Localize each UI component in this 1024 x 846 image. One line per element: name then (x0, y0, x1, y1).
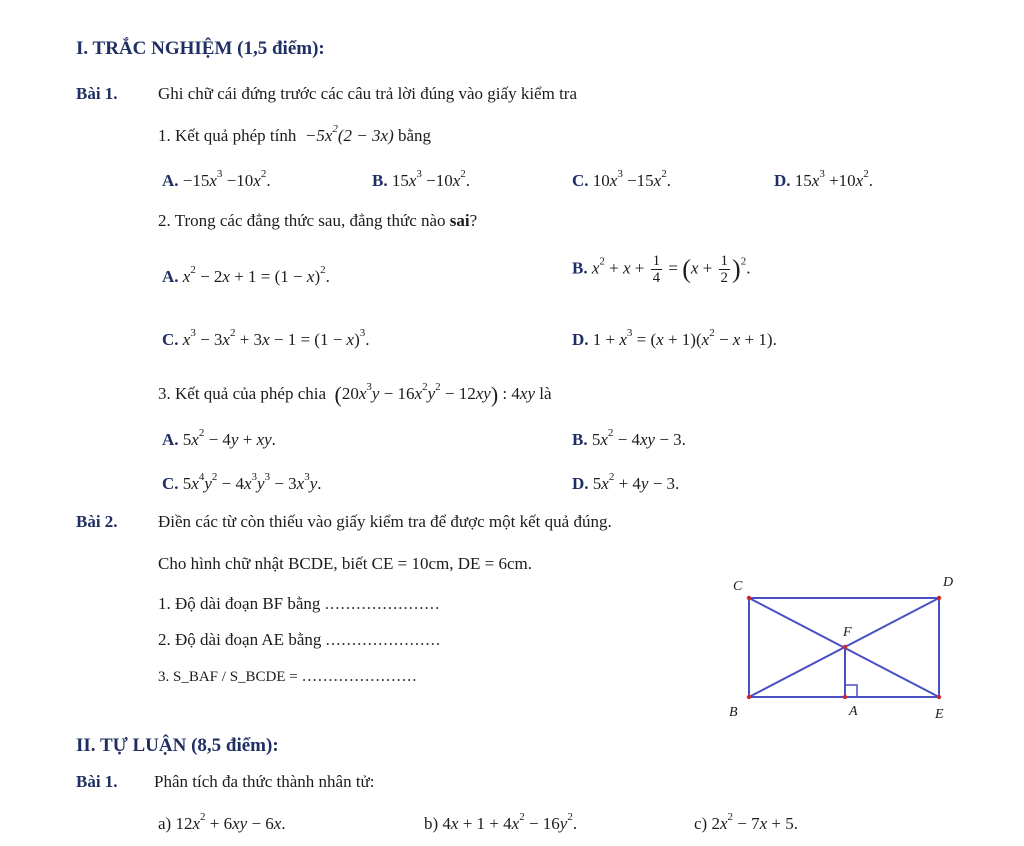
point-f (843, 645, 847, 649)
q3-question (158, 382, 552, 408)
s2-item-c: c) $2x^2 - 7x + 5$. (694, 811, 798, 833)
q1-option-a: A. $-15x^3 -10x^2$. (162, 168, 271, 190)
point-c (747, 596, 751, 600)
section2-heading: II. TỰ LUẬN (8,5 điểm): (76, 735, 279, 756)
point-a (843, 695, 847, 699)
q2-bold-word: sai (449, 211, 470, 230)
label-e: E (935, 707, 944, 722)
q3-text: 3. Kết quả của phép chia (158, 383, 327, 403)
label-b: B (729, 705, 738, 720)
point-e (937, 695, 941, 699)
segment-bf (749, 647, 845, 697)
bai2-item-3: 3. S_BAF / S_BCDE = ...................... (158, 666, 418, 685)
point-b (747, 695, 751, 699)
q3-expr: $(20x^3y - 16x^2y^2 - 12xy)$ : 4xy (334, 380, 535, 407)
point-d (937, 596, 941, 600)
label-f: F (843, 625, 852, 640)
bai2-given: Cho hình chữ nhật BCDE, biết CE = 10cm, DE = 6cm. (158, 554, 533, 573)
q1-option-c: C. $10x^3 -15x^2$. (572, 168, 671, 190)
q1-option-d: D. $15x^3 +10x^2$. (774, 168, 873, 190)
bai2-item-2: 2. Độ dài đoạn AE bằng ...................... (158, 630, 442, 649)
q3-option-b: B. $5x^2 - 4xy - 3$. (572, 427, 686, 449)
q2-option-b: B. $x^2 + x$ + $\frac{1}{4}$ = (x + $\frac{1}{2}$ )$^2$. (572, 253, 751, 286)
bai2-item-3-text: 3. S_BAF / S_BCDE = (158, 669, 298, 685)
q2-option-d: D. $1 + x^3 = (x + 1)(x^2 - x + 1)$. (572, 327, 777, 349)
q3-option-c: C. $5x^4y^2 - 4x^3y^3 - 3x^3y$. (162, 471, 322, 493)
s2-bai1-label: Bài 1. (76, 772, 118, 791)
s2-item-a: a) $12x^2 + 6xy - 6x$. (158, 811, 286, 833)
q1-question (158, 123, 432, 146)
q1-option-b: B. $15x^3 -10x^2$. (372, 168, 471, 190)
bai2-instruction: Điền các từ còn thiếu vào giấy kiểm tra để được một kết quả đúng. (158, 512, 612, 531)
bai1-label: Bài 1. (76, 84, 118, 103)
s2-item-b: b) $4x + 1 + 4x^2 - 16y^2$. (424, 811, 578, 833)
q2-question: 2. Trong các đẳng thức sau, đẳng thức nào sai? (158, 211, 478, 230)
q1-text: 1. Kết quả phép tính (158, 126, 297, 145)
bai2-label: Bài 2. (76, 512, 118, 531)
q2-option-a: A. $x^2 - 2x + 1 = (1 - x)^2$. (162, 264, 330, 286)
section1-heading: I. TRẮC NGHIỆM (1,5 điểm): (76, 38, 325, 59)
q1-expr: $-5x^2(2 - 3x)$ (300, 123, 394, 145)
s2-bai1-instruction: Phân tích đa thức thành nhân tử: (154, 772, 375, 791)
q3-suffix: là (539, 383, 552, 403)
bai2-item-1: 1. Độ dài đoạn BF bằng ...................... (158, 594, 441, 613)
label-c: C (733, 579, 743, 594)
q3-option-d: D. $5x^2 + 4y - 3$. (572, 471, 680, 493)
label-a: A (849, 704, 858, 719)
rectangle-figure (725, 572, 965, 722)
q3-option-a: A. $5x^2 - 4y$ + xy. (162, 427, 276, 449)
q2-text: 2. Trong các đẳng thức sau, đẳng thức nào (158, 211, 446, 230)
label-d: D (943, 575, 954, 590)
bai1-instruction: Ghi chữ cái đứng trước các câu trả lời đúng vào giấy kiểm tra (158, 84, 577, 103)
right-angle-mark (845, 685, 857, 697)
q2-option-c: C. $x^3 - 3x^2 + 3x - 1 = (1 - x)^3$. (162, 327, 370, 349)
q1-suffix: bằng (397, 126, 432, 145)
